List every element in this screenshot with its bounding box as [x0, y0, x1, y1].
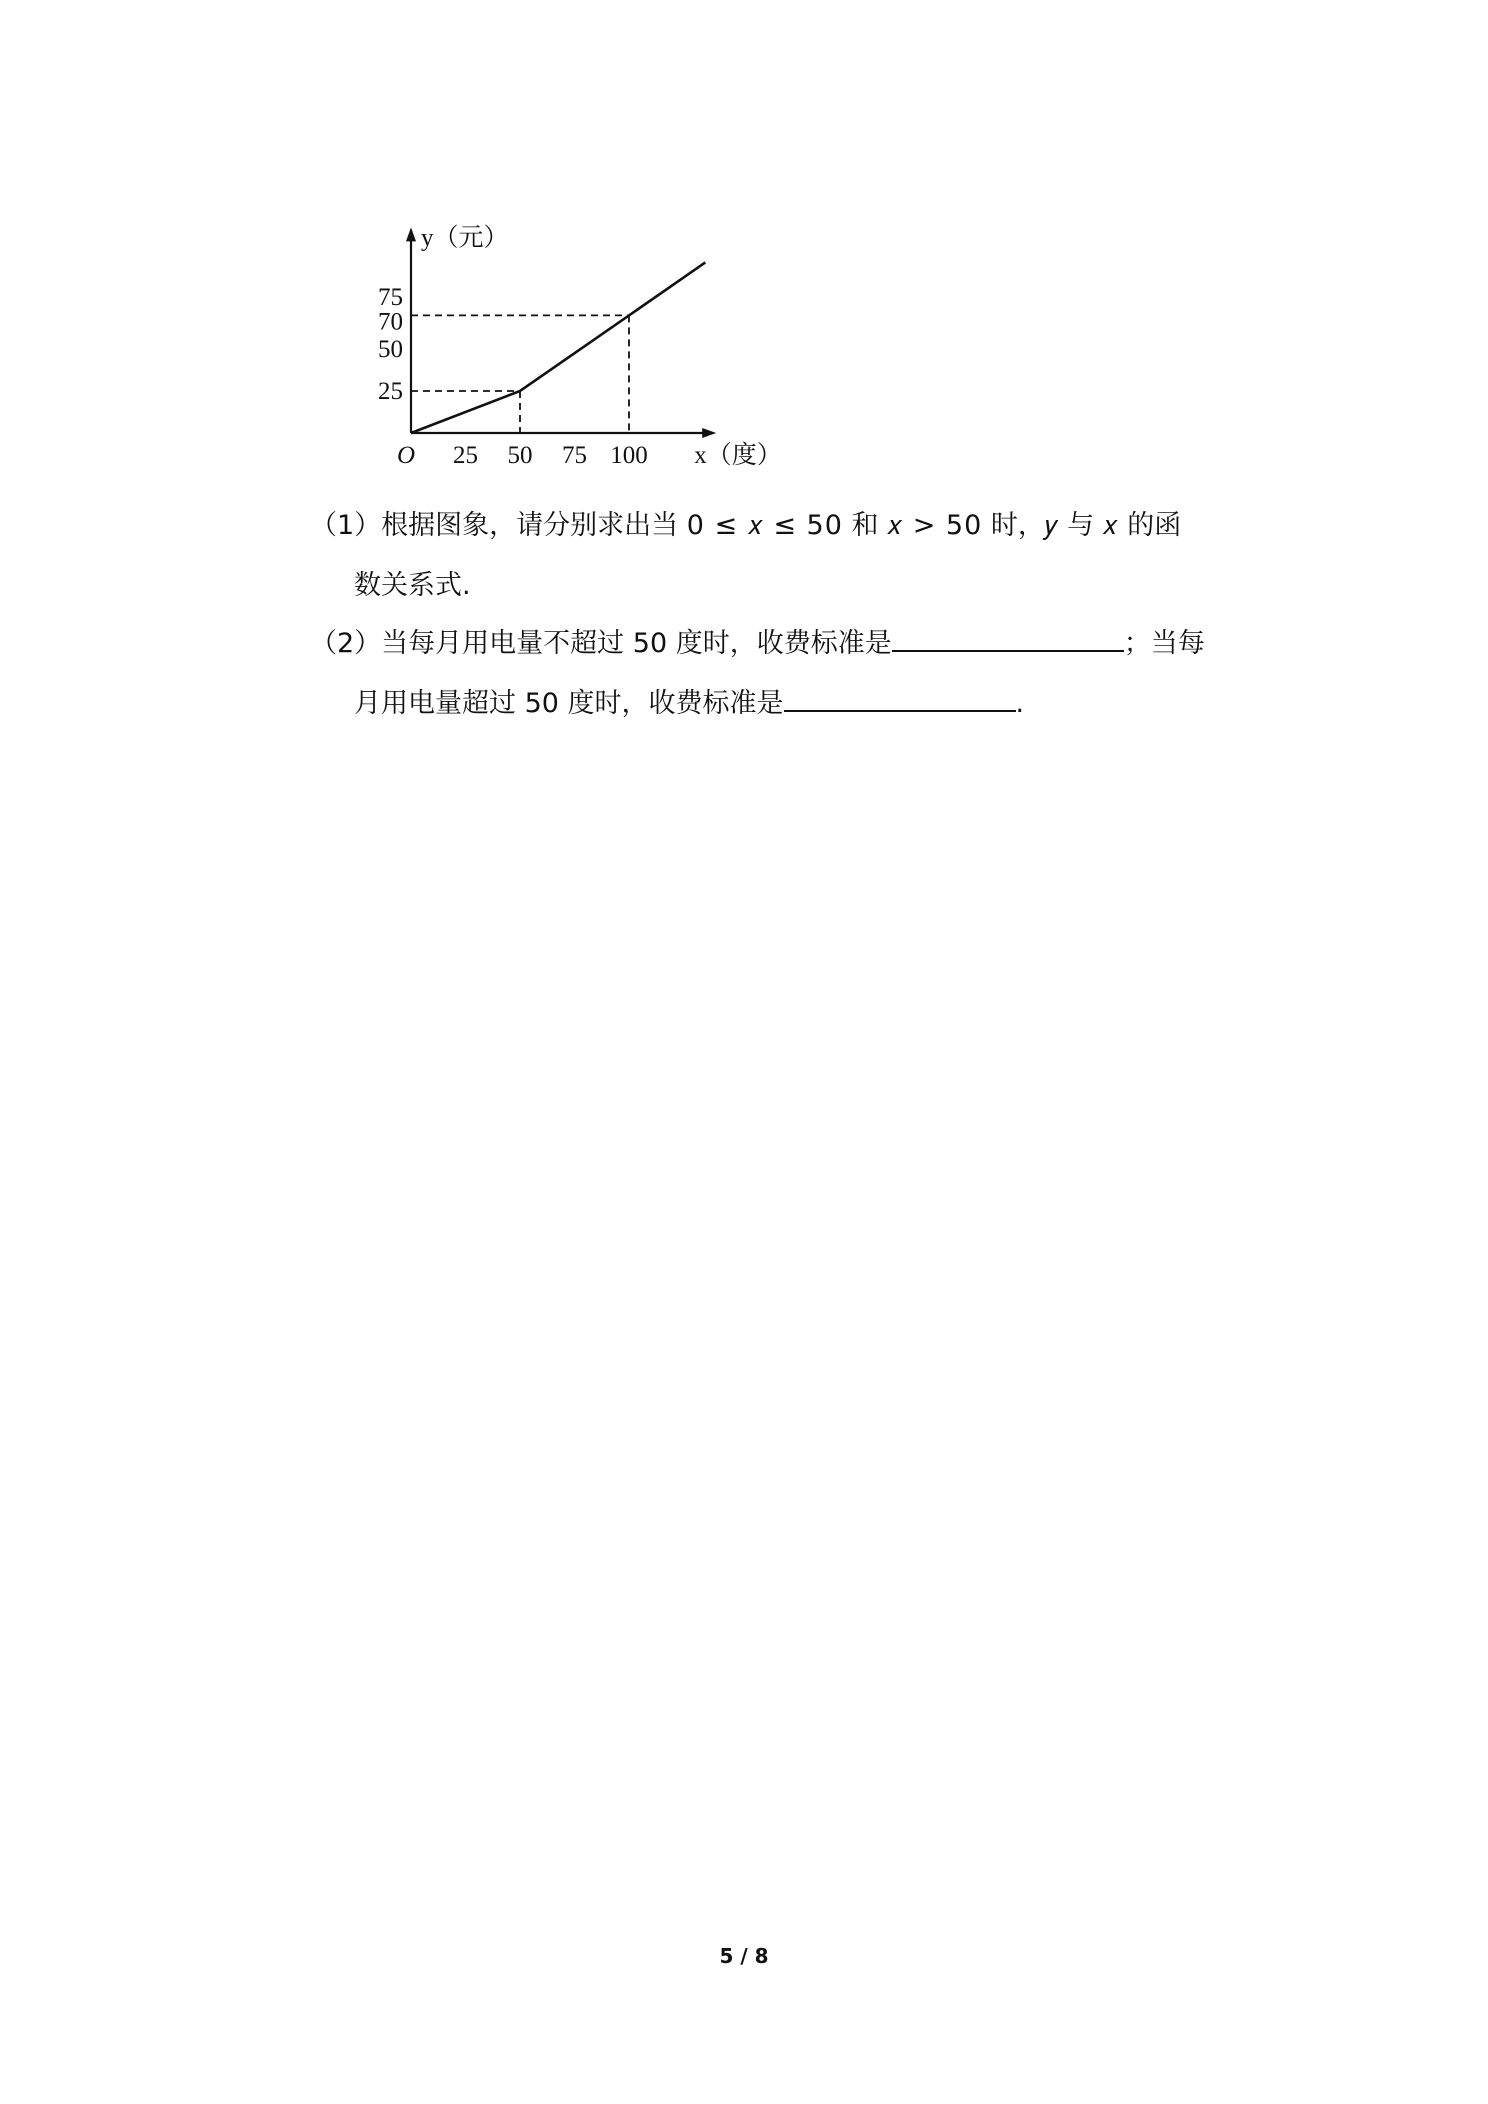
y-tick-label: 50 [378, 336, 403, 363]
q1-condition-2: 𝑥 > 50 [887, 510, 983, 541]
y-tick-label: 25 [378, 378, 403, 405]
page-number: 5 / 8 [719, 1944, 769, 1968]
q1-line-2: 数关系式. [354, 570, 471, 601]
chart-svg [304, 185, 814, 475]
x-tick-label: 50 [507, 442, 533, 469]
x-axis-arrow [702, 428, 716, 438]
x-tick-label: 100 [610, 442, 648, 469]
q1-condition-1: 0 ≤ 𝑥 ≤ 50 [686, 510, 843, 541]
chart-guides [411, 315, 629, 433]
chart-axes [406, 227, 716, 438]
q2-line-2-a: 月用电量超过 50 度时，收费标准是 [354, 688, 784, 719]
q1-suffix: 的函 [1118, 510, 1182, 541]
origin-label: O [397, 442, 416, 469]
y-axis-label: y（元） [421, 224, 509, 252]
series-line [411, 262, 705, 433]
q1-var-x: 𝑥 [1102, 510, 1119, 541]
x-tick-label: 25 [453, 442, 478, 469]
y-axis-arrow [406, 227, 416, 241]
q1-mid-1: 和 [842, 510, 888, 541]
question-1 [310, 496, 1270, 616]
q1-mid-3: 与 [1058, 510, 1103, 541]
answer-blank-2[interactable] [784, 682, 1016, 712]
y-tick-label: 70 [378, 308, 403, 336]
chart-series [411, 262, 705, 433]
y-tick-label: 75 [378, 284, 403, 311]
q1-mid-2: 时， [982, 510, 1045, 541]
x-axis-label: x（度） [694, 442, 782, 469]
x-tick-label: 75 [562, 442, 587, 469]
q2-line-1-a: （2）当每月用电量不超过 50 度时，收费标准是 [310, 628, 892, 659]
q2-line-2 [310, 674, 1270, 734]
question-2 [310, 614, 1270, 734]
q1-prefix: （1）根据图象，请分别求出当 [310, 510, 687, 541]
chart-figure [304, 185, 814, 475]
q2-line-1-b: ；当每 [1123, 628, 1205, 659]
q2-line-2-b: . [1015, 688, 1025, 719]
q1-var-y: 𝑦 [1044, 510, 1059, 541]
answer-blank-1[interactable] [892, 622, 1124, 652]
